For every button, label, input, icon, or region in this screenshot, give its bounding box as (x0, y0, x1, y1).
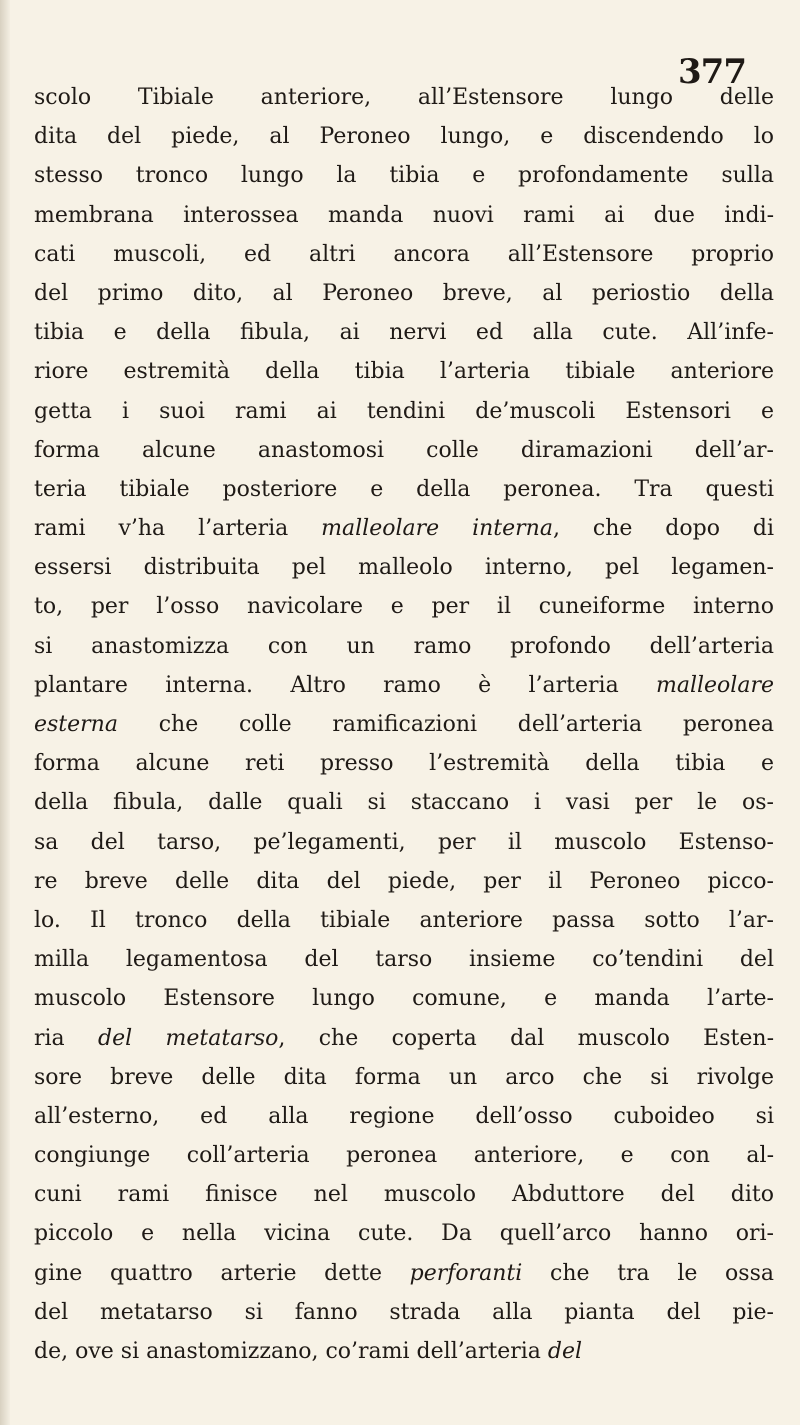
text-line (34, 705, 774, 744)
text-segment: milla legamentosa del tarso insieme co’tendini del (34, 947, 774, 973)
text-segment: della fibula, dalle quali si staccano i vasi per le os- (34, 790, 774, 816)
text-segment: dita del piede, al Peroneo lungo, e discendendo lo (34, 124, 774, 150)
text-line (34, 392, 774, 431)
text-segment: che tra le ossa (522, 1260, 774, 1286)
text-line (34, 1332, 774, 1371)
text-segment: all’esterno, ed alla regione dell’osso cuboideo si (34, 1103, 774, 1129)
text-line (34, 901, 774, 940)
text-segment: lo. Il tronco della tibiale anteriore passa sotto l’ar- (34, 907, 774, 933)
text-segment: del metatarso si fanno strada alla pianta del pie- (34, 1299, 774, 1325)
text-segment: del primo dito, al Peroneo breve, al periostio della (34, 280, 774, 306)
italic-term: malleolare (655, 672, 774, 698)
text-segment: getta i suoi rami ai tendini de’muscoli Estensori e (34, 398, 774, 424)
text-line (34, 587, 774, 626)
text-line (34, 823, 774, 862)
text-line (34, 509, 774, 548)
text-segment: , che coperta dal muscolo Esten- (278, 1025, 774, 1051)
text-segment: forma alcune reti presso l’estremità della tibia e (34, 751, 774, 777)
text-line (34, 1254, 774, 1293)
italic-term: del (547, 1339, 583, 1364)
text-segment: congiunge coll’arteria peronea anteriore, e con al- (34, 1143, 774, 1169)
text-line (34, 274, 774, 313)
text-line (34, 1097, 774, 1136)
text-line (34, 666, 774, 705)
text-segment: plantare interna. Altro ramo è l’arteria (34, 672, 656, 698)
text-line (34, 1175, 774, 1214)
text-segment: piccolo e nella vicina cute. Da quell’arco hanno ori- (34, 1221, 774, 1247)
italic-term: del metatarso (98, 1025, 279, 1051)
text-segment: de, ove si anastomizzano, co’rami dell’arteria (34, 1339, 548, 1364)
text-line (34, 470, 774, 509)
text-line (34, 1214, 774, 1253)
text-line (34, 313, 774, 352)
text-segment: sore breve delle dita forma un arco che si rivolge (34, 1064, 774, 1090)
text-line (34, 431, 774, 470)
text-line (34, 1136, 774, 1175)
text-line (34, 783, 774, 822)
text-segment: rami v’ha l’arteria (34, 516, 322, 542)
text-line (34, 979, 774, 1018)
text-segment: ria (34, 1025, 99, 1051)
text-line (34, 156, 774, 195)
text-line (34, 196, 774, 235)
text-line (34, 1058, 774, 1097)
text-line (34, 235, 774, 274)
text-segment: cati muscoli, ed altri ancora all’Estensore proprio (34, 241, 774, 267)
text-segment: , che dopo di (552, 516, 774, 542)
page-number: 377 (678, 52, 746, 92)
text-line (34, 627, 774, 666)
text-segment: tibia e della fibula, ai nervi ed alla cute. All’infe- (34, 320, 774, 346)
italic-term: perforanti (409, 1260, 523, 1286)
text-segment: membrana interossea manda nuovi rami ai due indi- (34, 202, 774, 228)
italic-term: malleolare interna (321, 516, 553, 542)
text-segment: essersi distribuita pel malleolo interno, pel legamen- (34, 555, 774, 581)
italic-term: esterna (34, 712, 118, 737)
text-segment: riore estremità della tibia l’arteria tibiale anteriore (34, 359, 774, 385)
text-segment: forma alcune anastomosi colle diramazioni dell’ar- (34, 437, 774, 463)
text-line (34, 78, 774, 117)
text-line (34, 862, 774, 901)
text-line (34, 548, 774, 587)
text-line (34, 744, 774, 783)
text-segment: gine quattro arterie dette (34, 1260, 410, 1286)
text-line (34, 117, 774, 156)
text-segment: teria tibiale posteriore e della peronea. Tra questi (34, 476, 774, 502)
text-line (34, 940, 774, 979)
text-line (34, 1019, 774, 1058)
text-segment: scolo Tibiale anteriore, all’Estensore lungo delle (34, 85, 774, 110)
body-text (34, 78, 774, 1371)
text-segment: stesso tronco lungo la tibia e profondamente sulla (34, 163, 774, 189)
text-line (34, 1293, 774, 1332)
text-segment: cuni rami finisce nel muscolo Abduttore del dito (34, 1182, 774, 1208)
text-line (34, 352, 774, 391)
text-segment: to, per l’osso navicolare e per il cuneiforme interno (34, 594, 774, 620)
text-segment: sa del tarso, pe’legamenti, per il muscolo Estenso- (34, 829, 774, 855)
text-segment: si anastomizza con un ramo profondo dell’arteria (34, 633, 774, 659)
text-segment: muscolo Estensore lungo comune, e manda l’arte- (34, 986, 774, 1012)
text-segment: che colle ramificazioni dell’arteria peronea (117, 712, 774, 737)
page-gutter-edge (0, 0, 10, 1425)
text-segment: re breve delle dita del piede, per il Peroneo picco- (34, 868, 774, 894)
